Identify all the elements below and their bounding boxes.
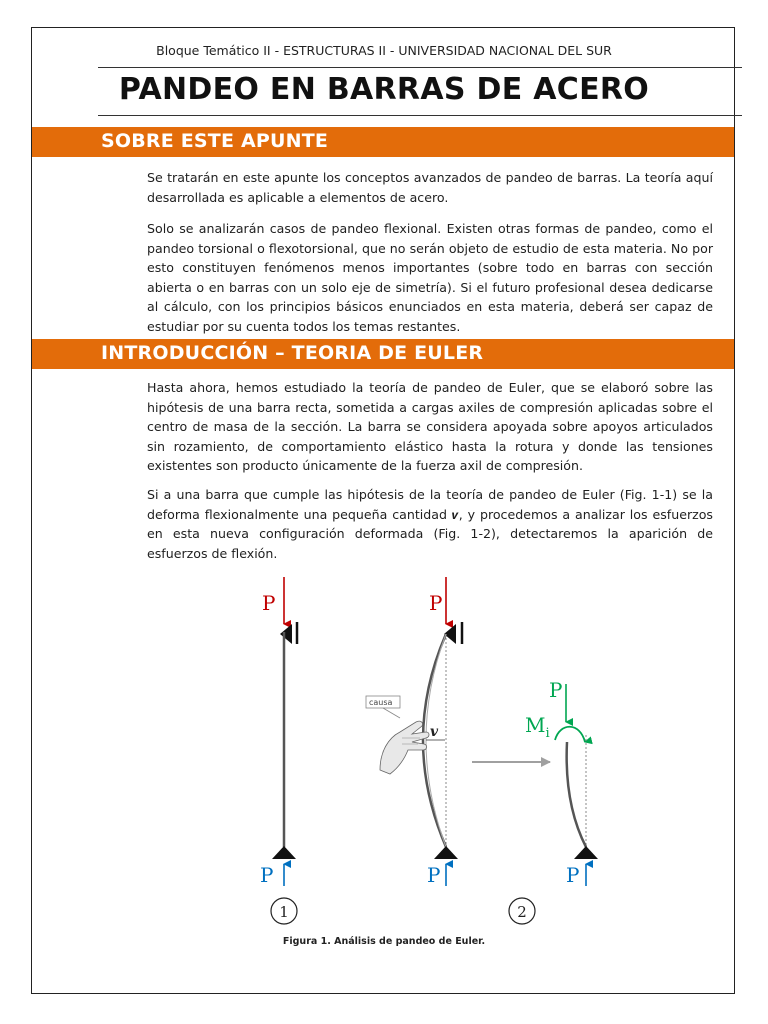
section-heading-band (32, 339, 734, 369)
deformed-segment (567, 742, 586, 847)
pin-support (272, 846, 296, 859)
moment-label: $M_i$ (525, 713, 550, 741)
step-2-label: 2 (517, 903, 527, 921)
hand-icon (380, 721, 429, 774)
section-heading-band (32, 127, 734, 157)
column-3 (525, 678, 598, 887)
displacement-label: v (430, 724, 439, 740)
paragraph: Solo se analizarán casos de pandeo flexional. Existen otras formas de pandeo, como el pandeo torsional o flexotorsional, que no serán objeto de estudio de esta materia. No por esto constituyen fenómenos menos importantes (sobre todo en barras con sección abierta o en barras con un solo eje de simetría). Si el futuro profesional desea dedicarse al cálculo, con los principios básicos enunciados en esta materia, deberá ser capaz de estudiar por su cuenta todos los temas restantes. (147, 221, 713, 334)
column-1 (260, 577, 297, 887)
euler-diagram (240, 572, 620, 932)
paragraph: Se tratarán en este apunte los conceptos avanzados de pandeo de barras. La teoría aquí desarrollada es aplicable a elementos de acero. (147, 170, 713, 205)
document-subtitle: Bloque Temático II - ESTRUCTURAS II - UNIVERSIDAD NACIONAL DEL SUR (156, 43, 612, 58)
header-rule-top (98, 67, 742, 68)
cause-label: causa (369, 698, 393, 707)
reaction-label: P (427, 863, 441, 887)
column-2 (366, 577, 462, 887)
load-label: P (262, 591, 276, 615)
paragraph: Hasta ahora, hemos estudiado la teoría de pandeo de Euler, que se elaboró sobre las hipótesis de una barra recta, sometida a cargas axiles de compresión aplicadas sobre el centro de masa de la sección. La barra se considera apoyada sobre apoyos articulados sin rozamiento, de comportamiento elástico hasta la rotura y donde las tensiones existentes son producto únicamente de la fuerza axil de compresión. (147, 380, 713, 474)
roller-support (280, 624, 292, 644)
step-1-label: 1 (279, 903, 289, 921)
reaction-label: P (260, 863, 274, 887)
figure-caption: Figura 1. Análisis de pandeo de Euler. (282, 936, 486, 947)
header-rule-bottom (98, 115, 742, 116)
document-title: PANDEO EN BARRAS DE ACERO (118, 72, 650, 107)
section-heading: INTRODUCCIÓN – TEORIA DE EULER (101, 342, 484, 364)
section-heading: SOBRE ESTE APUNTE (101, 130, 329, 152)
moment-arrow (555, 727, 585, 742)
load-label: P (429, 591, 443, 615)
pin-support (434, 846, 458, 859)
load-label: P (549, 678, 563, 702)
pin-support (574, 846, 598, 859)
reaction-label: P (566, 863, 580, 887)
paragraph: Si a una barra que cumple las hipótesis de la teoría de pandeo de Euler (Fig. 1-1) se la deforma flexionalmente una pequeña cantidad 𝒗, y procedemos a analizar los esfuerzos en esta nueva configuración deformada (Fig. 1-2), detectaremos la aparición de esfuerzos de flexión. (147, 487, 713, 561)
euler-figure (240, 572, 620, 932)
